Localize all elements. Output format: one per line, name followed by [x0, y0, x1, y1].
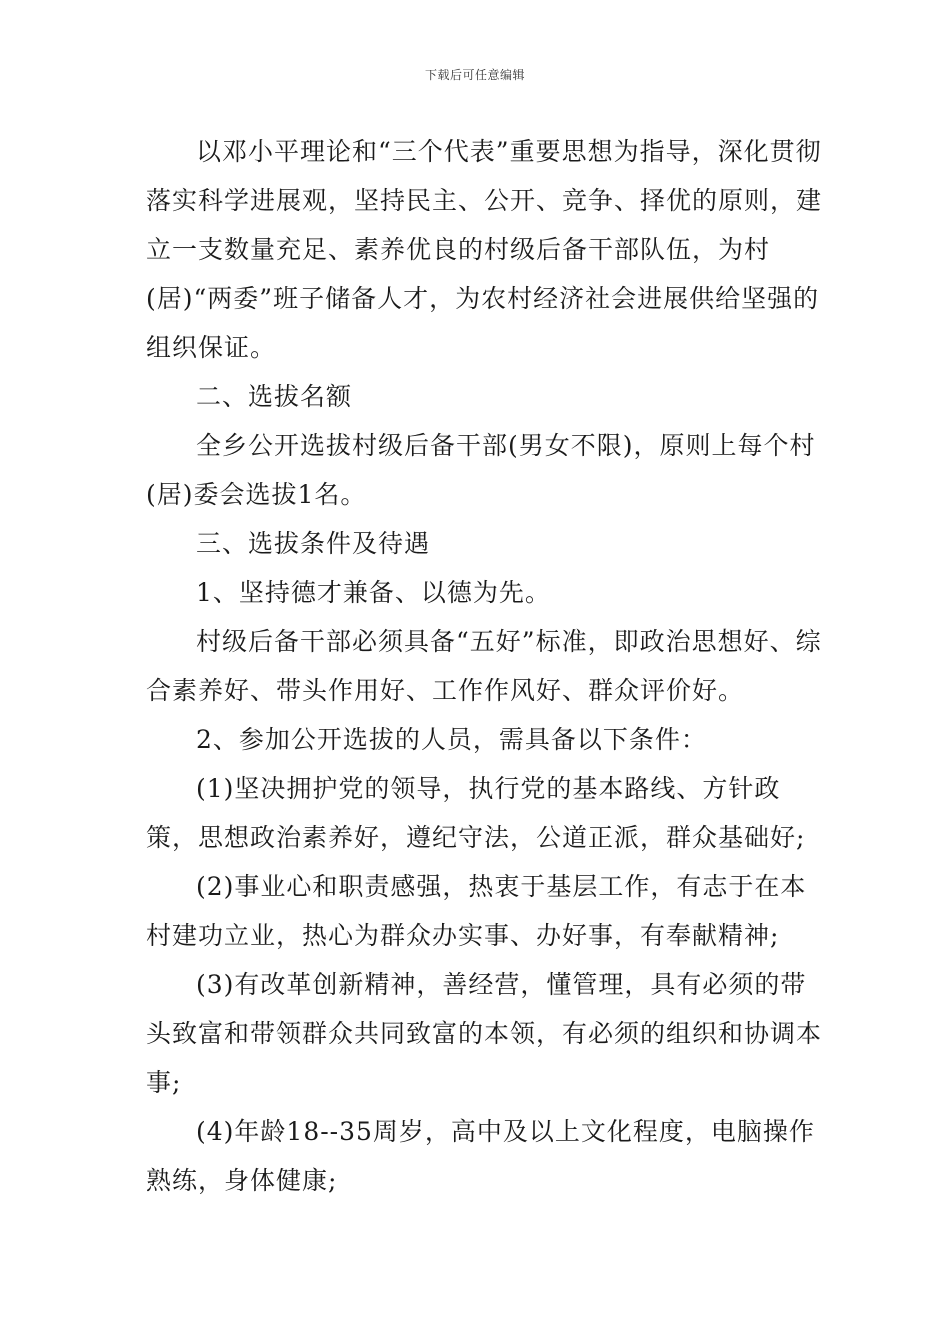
section-heading-quota: 二、选拔名额 — [196, 382, 353, 411]
paragraph-guiding-principle: 以邓小平理论和“三个代表”重要思想为指导，深化贯彻落实科学进展观，坚持民主、公开、竞争、择优的原则，建立一支数量充足、素养优良的村级后备干部队伍，为村(居)“两委”班子储备人才，为农村经济社会进展供给坚强的组织保证。 — [146, 137, 823, 362]
paragraph-quota: 全乡公开选拔村级后备干部(男女不限)，原则上每个村(居)委会选拔1名。 — [146, 431, 816, 509]
paragraph-condition-1: 1、坚持德才兼备、以德为先。 — [196, 578, 551, 607]
document-body — [146, 127, 826, 1205]
paragraph-condition-2: 2、参加公开选拔的人员，需具备以下条件： — [196, 725, 707, 754]
list-item-requirement-2: (2)事业心和职责感强，热衷于基层工作，有志于在本村建功立业，热心为群众办实事、办好事，有奉献精神; — [146, 872, 807, 950]
page-header-note: 下载后可任意编辑 — [424, 68, 525, 82]
paragraph-five-good-standard: 村级后备干部必须具备“五好”标准，即政治思想好、综合素养好、带头作用好、工作作风好、群众评价好。 — [146, 627, 822, 705]
list-item-requirement-1: (1)坚决拥护党的领导，执行党的基本路线、方针政策，思想政治素养好，遵纪守法，公道正派，群众基础好; — [146, 774, 806, 852]
section-heading-conditions: 三、选拔条件及待遇 — [196, 529, 431, 558]
list-item-requirement-3: (3)有改革创新精神，善经营，懂管理，具有必须的带头致富和带领群众共同致富的本领，有必须的组织和协调本事; — [146, 970, 823, 1097]
list-item-requirement-4: (4)年龄18--35周岁，高中及以上文化程度，电脑操作熟练，身体健康; — [146, 1117, 815, 1195]
